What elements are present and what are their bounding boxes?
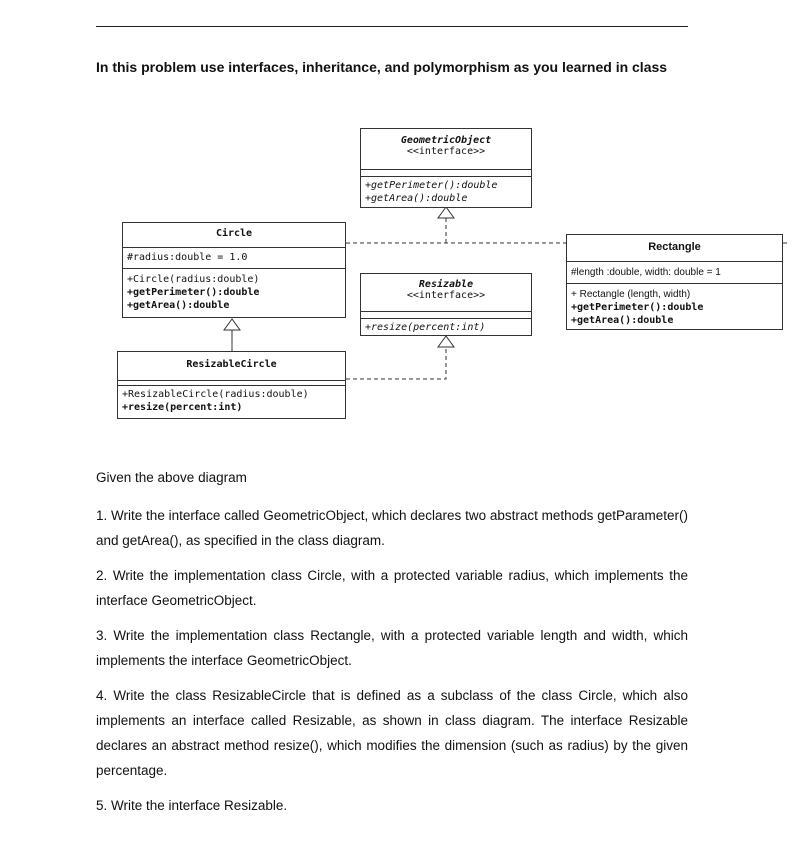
rectangle-method: +getArea():double <box>571 315 674 326</box>
problem-intro: In this problem use interfaces, inheritance, and polymorphism as you learned in class <box>96 59 668 75</box>
circle-constructor: +Circle(radius:double) <box>127 274 260 285</box>
realization-arrow-resizable <box>438 336 454 347</box>
rectangle-method: +getPerimeter():double <box>571 302 704 313</box>
resizablecircle-constructor: +ResizableCircle(radius:double) <box>122 389 309 400</box>
geometricobject-name: GeometricObject <box>400 135 492 146</box>
task-item: 5. Write the interface Resizable. <box>96 798 288 813</box>
resizable-name: Resizable <box>418 279 474 290</box>
rectangle-class-box <box>566 234 783 330</box>
task-item: 1. Write the interface called GeometricObject, which declares two abstract methods getParameter() and getArea(), as specified in the class diagram. <box>96 508 688 548</box>
rectangle-constructor: + Rectangle (length, width) <box>571 289 691 300</box>
geometricobject-stereotype: <<interface>> <box>406 146 486 157</box>
resizable-method: +resize(percent:int) <box>365 322 486 333</box>
task-item: 2. Write the implementation class Circle, with a protected variable radius, which implements the interface GeometricObject. <box>96 568 688 608</box>
geometricobject-class-box <box>360 128 532 208</box>
resizablecircle-name: ResizableCircle <box>186 359 277 370</box>
rectangle-name: Rectangle <box>648 241 701 253</box>
circle-class-box <box>122 222 346 318</box>
circle-name: Circle <box>215 228 253 239</box>
circle-method: +getPerimeter():double <box>127 287 260 298</box>
resizablecircle-class-box <box>117 351 346 419</box>
task-item: 3. Write the implementation class Rectangle, with a protected variable length and width, which implements the interface GeometricObject. <box>96 628 688 668</box>
geometricobject-method: +getArea():double <box>365 193 468 204</box>
geometricobject-method: +getPerimeter():double <box>365 180 498 191</box>
rectangle-attribute: #length :double, width: double = 1 <box>571 267 721 278</box>
realization-line-to-resizable <box>346 347 446 379</box>
circle-attribute: #radius:double = 1.0 <box>127 252 248 263</box>
realization-arrow-geometricobject <box>438 207 454 218</box>
circle-method: +getArea():double <box>127 300 230 311</box>
given-text: Given the above diagram <box>96 470 247 485</box>
inheritance-arrow-circle <box>224 319 240 330</box>
resizablecircle-method: +resize(percent:int) <box>122 402 243 413</box>
resizable-class-box <box>360 273 532 336</box>
resizable-stereotype: <<interface>> <box>406 290 486 301</box>
task-item: 4. Write the class ResizableCircle that is defined as a subclass of the class Circle, which also implements an interface called Resizable, as shown in class diagram. The interface Resizable declares an abstract method resize(), which modifies the dimension (such as radius) by the given percentage. <box>96 688 688 778</box>
